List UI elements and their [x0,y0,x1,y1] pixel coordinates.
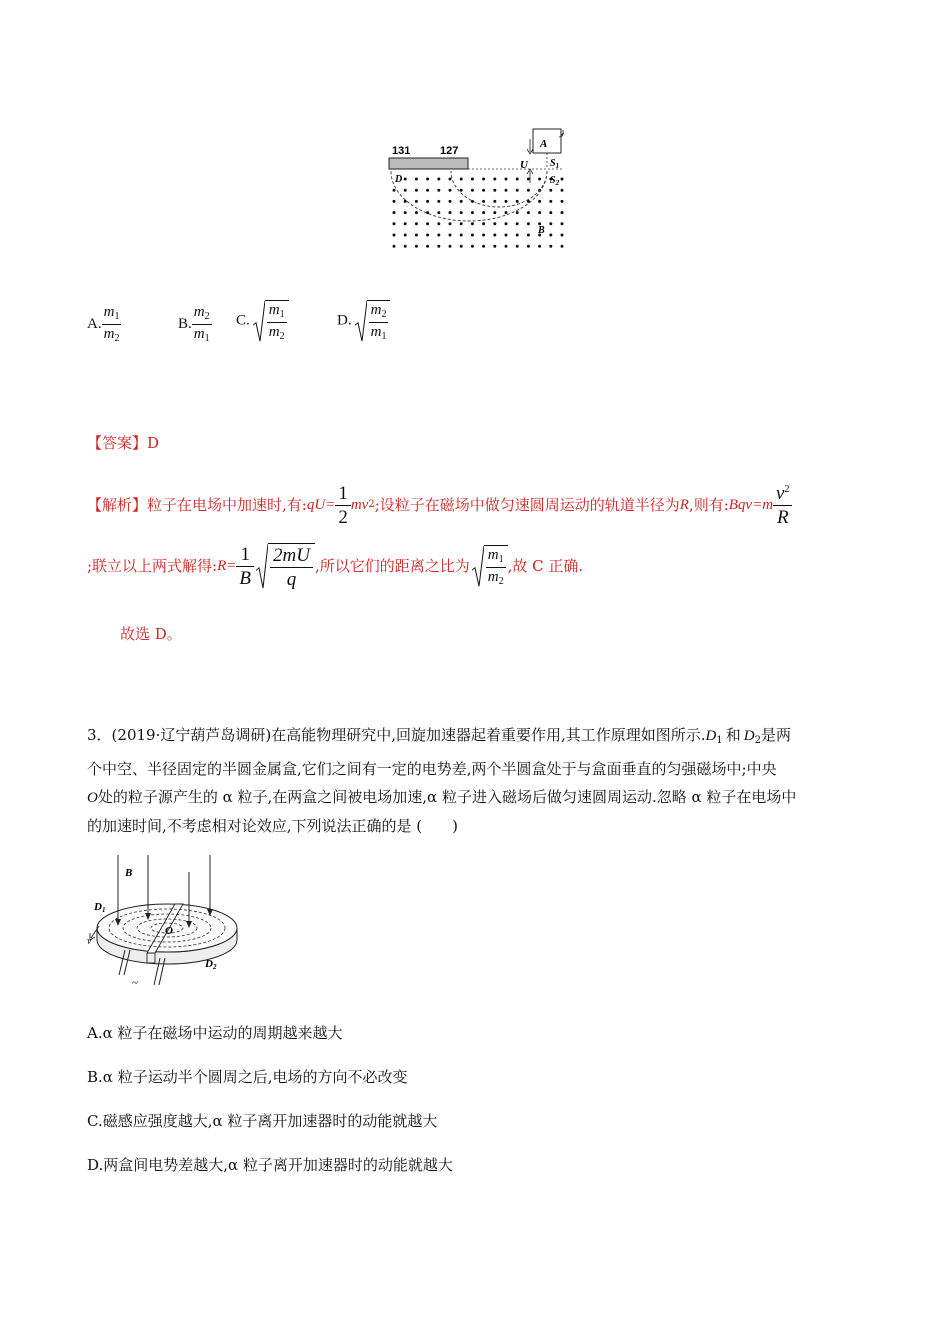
q2-option-c [236,300,289,342]
field-dot [415,222,418,225]
label-U: U [520,159,528,171]
field-dot [527,234,530,237]
q3-option-b: B.α 粒子运动半个圆周之后,电场的方向不必改变 [87,1068,408,1086]
field-dot [538,211,541,214]
field-dot [471,222,474,225]
field-dot [460,211,463,214]
field-dot [437,200,440,203]
field-dot [460,222,463,225]
field-dot [404,178,407,181]
field-dot [482,189,485,192]
half-fraction: $\frac{1}{2}$ [335,484,351,527]
figure-cyclotron [85,850,245,990]
svg-text:S2 [550,175,560,187]
field-dot [493,222,496,225]
field-dot [449,189,452,192]
field-dot [482,222,485,225]
field-dot [493,178,496,181]
q2-option-d [337,300,390,342]
field-dot [505,245,508,248]
field-dot [415,234,418,237]
field-dot [449,200,452,203]
field-dot [471,189,474,192]
option-c-sqrt: $\frac{m_1}{m_2}$ [253,300,289,342]
field-dot [415,245,418,248]
mass-spectrometer-diagram [380,125,580,250]
field-dot [460,189,463,192]
field-dot [561,245,564,248]
field-dot [538,200,541,203]
field-dot [516,178,519,181]
svg-text:S1 [550,158,559,170]
field-dot [493,234,496,237]
field-dot [437,178,440,181]
label-ac-source: ~ [132,977,138,989]
field-dot [393,245,396,248]
field-dot [516,211,519,214]
label-S1: S [550,158,556,169]
magnetic-field-dots [393,178,564,248]
field-dot [549,200,552,203]
field-dot [516,200,519,203]
field-dot [460,200,463,203]
trajectory-small [451,171,547,207]
svg-text:D1 [93,901,105,914]
field-dot [482,245,485,248]
field-dot [437,211,440,214]
field-dot [404,234,407,237]
field-dot [527,178,530,181]
field-dot [471,234,474,237]
field-dot [561,189,564,192]
label-D2: D [205,958,213,970]
analysis-tag: 【解析】 [87,495,148,514]
field-dot [437,245,440,248]
label-131: 131 [392,145,411,157]
field-dot [393,189,396,192]
field-dot [449,222,452,225]
q3-option-d: D.两盒间电势差越大,α 粒子离开加速器时的动能就越大 [87,1156,453,1174]
field-dot [426,234,429,237]
field-dot [393,222,396,225]
q2-option-b [178,305,212,344]
field-dot [493,211,496,214]
field-dot [505,234,508,237]
field-dot [516,189,519,192]
field-dot [426,200,429,203]
field-dot [437,189,440,192]
field-dot [527,222,530,225]
field-dot [549,234,552,237]
field-dot [538,178,541,181]
field-dot [482,200,485,203]
answer-value: D [147,434,160,452]
cyclotron-diagram [85,850,245,990]
field-dot [426,189,429,192]
label-D: D [395,174,403,185]
field-dot [505,211,508,214]
field-dot [449,211,452,214]
trajectory-large [391,171,547,221]
option-d-sqrt: $\frac{m_2}{m_1}$ [355,300,391,342]
option-b-fraction: $\frac{m_2}{m_1}$ [193,304,210,344]
answer-tag: 【答案】 [87,434,148,452]
q3-option-a: A.α 粒子在磁场中运动的周期越来越大 [87,1024,343,1042]
field-dot [460,245,463,248]
field-dot [493,200,496,203]
field-dot [460,178,463,181]
field-dot [505,200,508,203]
option-b-prefix: B. [178,316,192,332]
sqrt-m1-over-m2: $\frac{m_1}{m_2}$ [472,545,508,587]
field-dot [449,245,452,248]
field-dot [426,222,429,225]
field-dot [471,211,474,214]
field-dot [527,245,530,248]
field-dot [415,211,418,214]
label-S2-sub: 2 [555,179,560,187]
field-dot [549,222,552,225]
field-dot [404,222,407,225]
field-dot [549,189,552,192]
field-dot [404,200,407,203]
field-dot [393,200,396,203]
option-a-fraction: $\frac{m_1}{m_2}$ [103,304,120,344]
field-dot [415,189,418,192]
field-dot [449,178,452,181]
field-dot [460,234,463,237]
field-dot [549,245,552,248]
v2-over-R: $\frac{v^2}{R}$ [773,484,792,527]
sqrt-2mU-over-q: $\frac{2mU}{q}$ [256,543,315,589]
one-over-B: $\frac{1}{B}$ [236,545,254,588]
label-S1-sub: 1 [555,162,560,170]
field-dot [505,189,508,192]
field-dot [471,245,474,248]
field-dot [527,211,530,214]
field-dot [426,178,429,181]
label-O: O [165,925,173,937]
field-dot [482,211,485,214]
field-dot [404,211,407,214]
question-3-text: 3．(2019·辽宁葫芦岛调研)在高能物理研究中,回旋加速器起着重要作用,其工作原理如图所示$.D_1$ 和 $D_2$是两 个中空、半径固定的半圆金属盒,它们之间有一定的电势差,两个半圆盒处于与盒面垂直的匀强磁场中;中央 O处的粒子源产生的 α 粒子,在两盒之间被电场加速,α 粒子进入磁场后做匀速圆周运动.忽略 α 粒子在电场中 的加速时间,不考虑相对论效应,下列说法正确的是 ( ) [87,726,797,835]
figure-mass-spectrometer [380,125,580,250]
analysis-conclusion: 故选 D。 [120,625,182,643]
option-d-prefix: D. [337,312,352,329]
field-dot [561,178,564,181]
field-dot [516,234,519,237]
field-dot [527,189,530,192]
field-dot [561,222,564,225]
field-dot [516,222,519,225]
q2-option-a [87,305,121,344]
label-127: 127 [440,145,459,157]
field-dot [404,189,407,192]
option-a-prefix: A. [87,316,102,332]
photographic-plate [389,158,468,169]
label-D1: D [94,901,102,913]
field-dot [393,234,396,237]
field-dot [437,222,440,225]
field-dot [549,211,552,214]
analysis-line-1: 【解析】 粒子在电场中加速时,有: qU= $\frac{1}{2}$ mv 2 ;设粒子在磁场中做匀速圆周运动的轨道半径为 R ,则有: Bqv=m $\frac{v^2}{R}$ [87,482,792,528]
svg-text:D2 [204,958,217,971]
label-D1-sub: 1 [101,906,106,914]
analysis-line-2: ;联立以上两式解得: R= $\frac{1}{B}$ $\frac{2mU}{q}$ ,所以它们的距离之比为 $\frac{m_1}{m_2}$ ,故 C 正确. [87,543,584,590]
field-dot [471,178,474,181]
label-B-field: B [125,867,133,879]
field-dot [482,234,485,237]
field-dot [404,245,407,248]
option-c-prefix: C. [236,312,250,329]
field-dot [437,234,440,237]
field-dot [561,200,564,203]
field-dot [493,245,496,248]
field-dot [482,178,485,181]
field-dot [561,211,564,214]
field-dot [538,245,541,248]
field-dot [561,234,564,237]
field-dot [415,178,418,181]
field-dot [516,245,519,248]
field-dot [493,189,496,192]
field-dot [449,234,452,237]
field-dot [505,178,508,181]
field-dot [505,222,508,225]
field-dot [393,211,396,214]
field-dot [426,245,429,248]
label-A: A [540,138,548,150]
label-S2: S [550,175,556,186]
answer-line [87,436,159,451]
label-D2-sub: 2 [212,963,217,971]
label-B: B [538,225,545,236]
field-dot [415,200,418,203]
q3-option-c: C.磁感应强度越大,α 粒子离开加速器时的动能就越大 [87,1112,438,1130]
label-v: v [87,936,92,947]
